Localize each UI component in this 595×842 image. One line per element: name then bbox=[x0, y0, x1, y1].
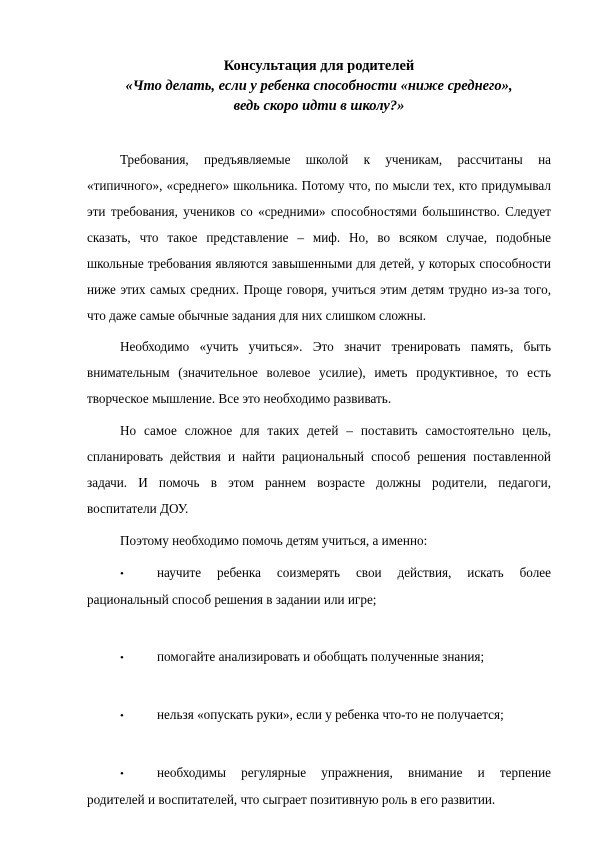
paragraph-requirements: Требования, предъявляемые школой к ученикам, рассчитаны на «типичного», «среднего» школьника. Потому что, по мысли тех, кто придумывал эти требования, учеников со «средними» способностями большинство. Следует сказать, что такое представление – миф. Но, во всяком случае, подобные школьные требования являются завышенными для детей, у которых способности ниже этих самых средних. Проще говоря, учиться этим детям трудно из-за того, что даже самые обычные задания для них слишком сложны. bbox=[87, 152, 551, 323]
advice-list bbox=[87, 560, 551, 813]
bullet-icon: • bbox=[120, 568, 124, 580]
list-item bbox=[87, 644, 551, 671]
list-item-text: научите ребенка соизмерять свои действия, искать более рациональный способ решения в задании или игре; bbox=[87, 565, 551, 607]
document-subtitle bbox=[77, 76, 561, 116]
paragraph-list-intro: Поэтому необходимо помочь детям учиться, а именно: bbox=[120, 533, 428, 548]
document-page bbox=[87, 57, 551, 813]
list-item bbox=[87, 702, 551, 729]
paragraph-learn-to-learn: Необходимо «учить учиться». Это значит тренировать память, быть внимательным (значительное волевое усилие), иметь продуктивное, то есть творческое мышление. Все это необходимо развивать. bbox=[87, 339, 551, 406]
list-item-text: помогайте анализировать и обобщать полученные знания; bbox=[157, 649, 485, 664]
paragraph-hardest-part: Но самое сложное для таких детей – поставить самостоятельно цель, спланировать действия и найти рациональный способ решения поставленной задачи. И помочь в этом раннем возрасте должны родители, педагоги, воспитатели ДОУ. bbox=[87, 423, 551, 516]
list-item-text: нельзя «опускать руки», если у ребенка что-то не получается; bbox=[157, 707, 504, 722]
list-item bbox=[87, 560, 551, 613]
subtitle-line-1: «Что делать, если у ребенка способности «ниже среднего», bbox=[125, 78, 513, 94]
bullet-icon: • bbox=[120, 652, 124, 664]
document-title: Консультация для родителей bbox=[223, 58, 415, 74]
list-item-text: необходимы регулярные упражнения, внимание и терпение родителей и воспитателей, что сыграет позитивную роль в его развитии. bbox=[87, 765, 551, 807]
list-item bbox=[87, 760, 551, 813]
subtitle-line-2: ведь скоро идти в школу?» bbox=[233, 98, 405, 114]
bullet-icon: • bbox=[120, 768, 124, 780]
bullet-icon: • bbox=[120, 710, 124, 722]
document-body bbox=[87, 147, 551, 813]
